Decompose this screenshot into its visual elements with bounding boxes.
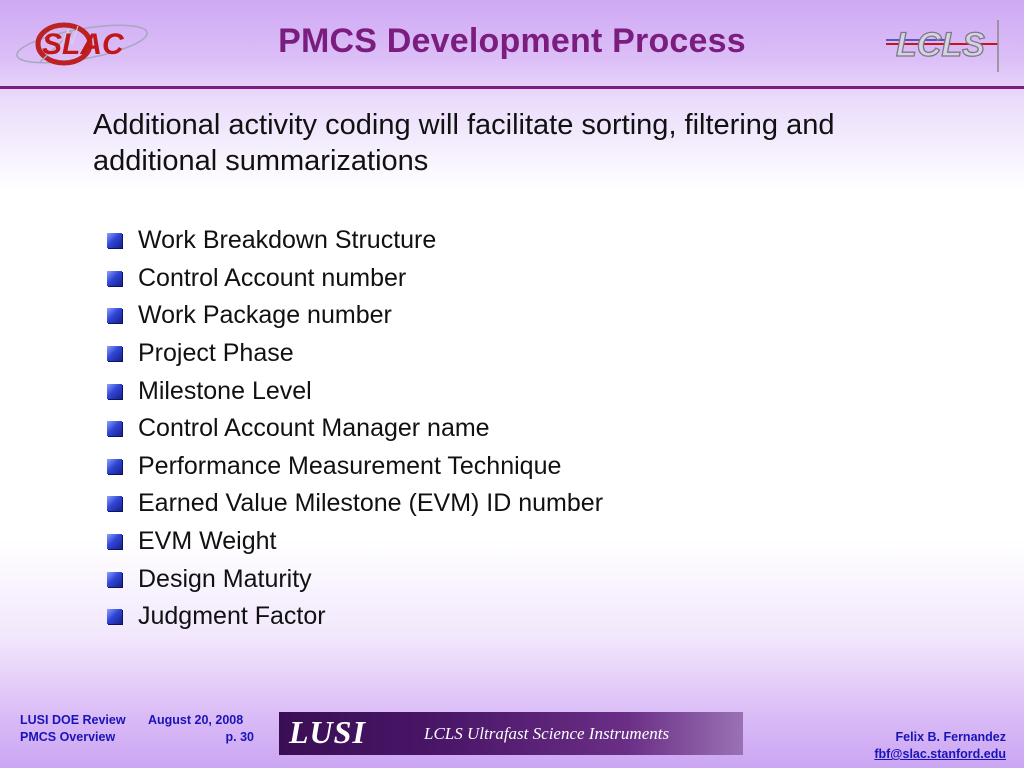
square-bullet-icon — [107, 384, 122, 399]
list-item — [107, 372, 603, 410]
list-item-label: Performance Measurement Technique — [138, 451, 562, 480]
footer-left — [20, 712, 254, 746]
footer-date: August 20, 2008 — [148, 713, 244, 727]
list-item — [107, 297, 603, 335]
list-item-label: EVM Weight — [138, 527, 277, 556]
square-bullet-icon — [107, 459, 122, 474]
list-item — [107, 598, 603, 636]
list-item-label: Milestone Level — [138, 376, 312, 405]
lusi-banner-logo: LUSI — [289, 714, 366, 750]
footer-section: PMCS Overview — [20, 730, 116, 744]
list-item-label: Design Maturity — [138, 564, 312, 593]
list-item — [107, 523, 603, 561]
list-item — [107, 335, 603, 373]
page-title: PMCS Development Process — [278, 22, 746, 60]
list-item-label: Project Phase — [138, 339, 294, 368]
list-item-label: Control Account Manager name — [138, 414, 490, 443]
footer-page-number: p. 30 — [225, 730, 254, 744]
list-item-label: Earned Value Milestone (EVM) ID number — [138, 489, 604, 518]
list-item-label: Work Breakdown Structure — [138, 226, 437, 255]
footer-right — [874, 729, 1006, 763]
list-item-label: Work Package number — [138, 301, 392, 330]
lusi-banner-text: LCLS Ultrafast Science Instruments — [424, 724, 670, 743]
lcls-logo-text: LCLS — [896, 26, 985, 64]
header-rule — [0, 86, 1024, 89]
square-bullet-icon — [107, 572, 122, 587]
lcls-logo — [880, 14, 1010, 74]
square-bullet-icon — [107, 233, 122, 248]
lusi-banner — [279, 712, 743, 755]
list-item-label: Judgment Factor — [138, 602, 326, 631]
list-item-label: Control Account number — [138, 263, 407, 292]
square-bullet-icon — [107, 346, 122, 361]
list-item — [107, 485, 603, 523]
list-item — [107, 410, 603, 448]
footer-author: Felix B. Fernandez — [895, 730, 1006, 744]
bullet-list — [107, 222, 603, 636]
square-bullet-icon — [107, 308, 122, 323]
square-bullet-icon — [107, 271, 122, 286]
footer-review: LUSI DOE Review — [20, 713, 126, 727]
list-item — [107, 448, 603, 486]
square-bullet-icon — [107, 609, 122, 624]
square-bullet-icon — [107, 421, 122, 436]
square-bullet-icon — [107, 534, 122, 549]
footer-email-link[interactable]: fbf@slac.stanford.edu — [874, 747, 1006, 761]
list-item — [107, 260, 603, 298]
list-item — [107, 222, 603, 260]
list-item — [107, 560, 603, 598]
subtitle: Additional activity coding will facilitate sorting, filtering and additional summarizations — [93, 109, 835, 177]
slac-logo-text: SLAC — [42, 28, 124, 61]
square-bullet-icon — [107, 496, 122, 511]
